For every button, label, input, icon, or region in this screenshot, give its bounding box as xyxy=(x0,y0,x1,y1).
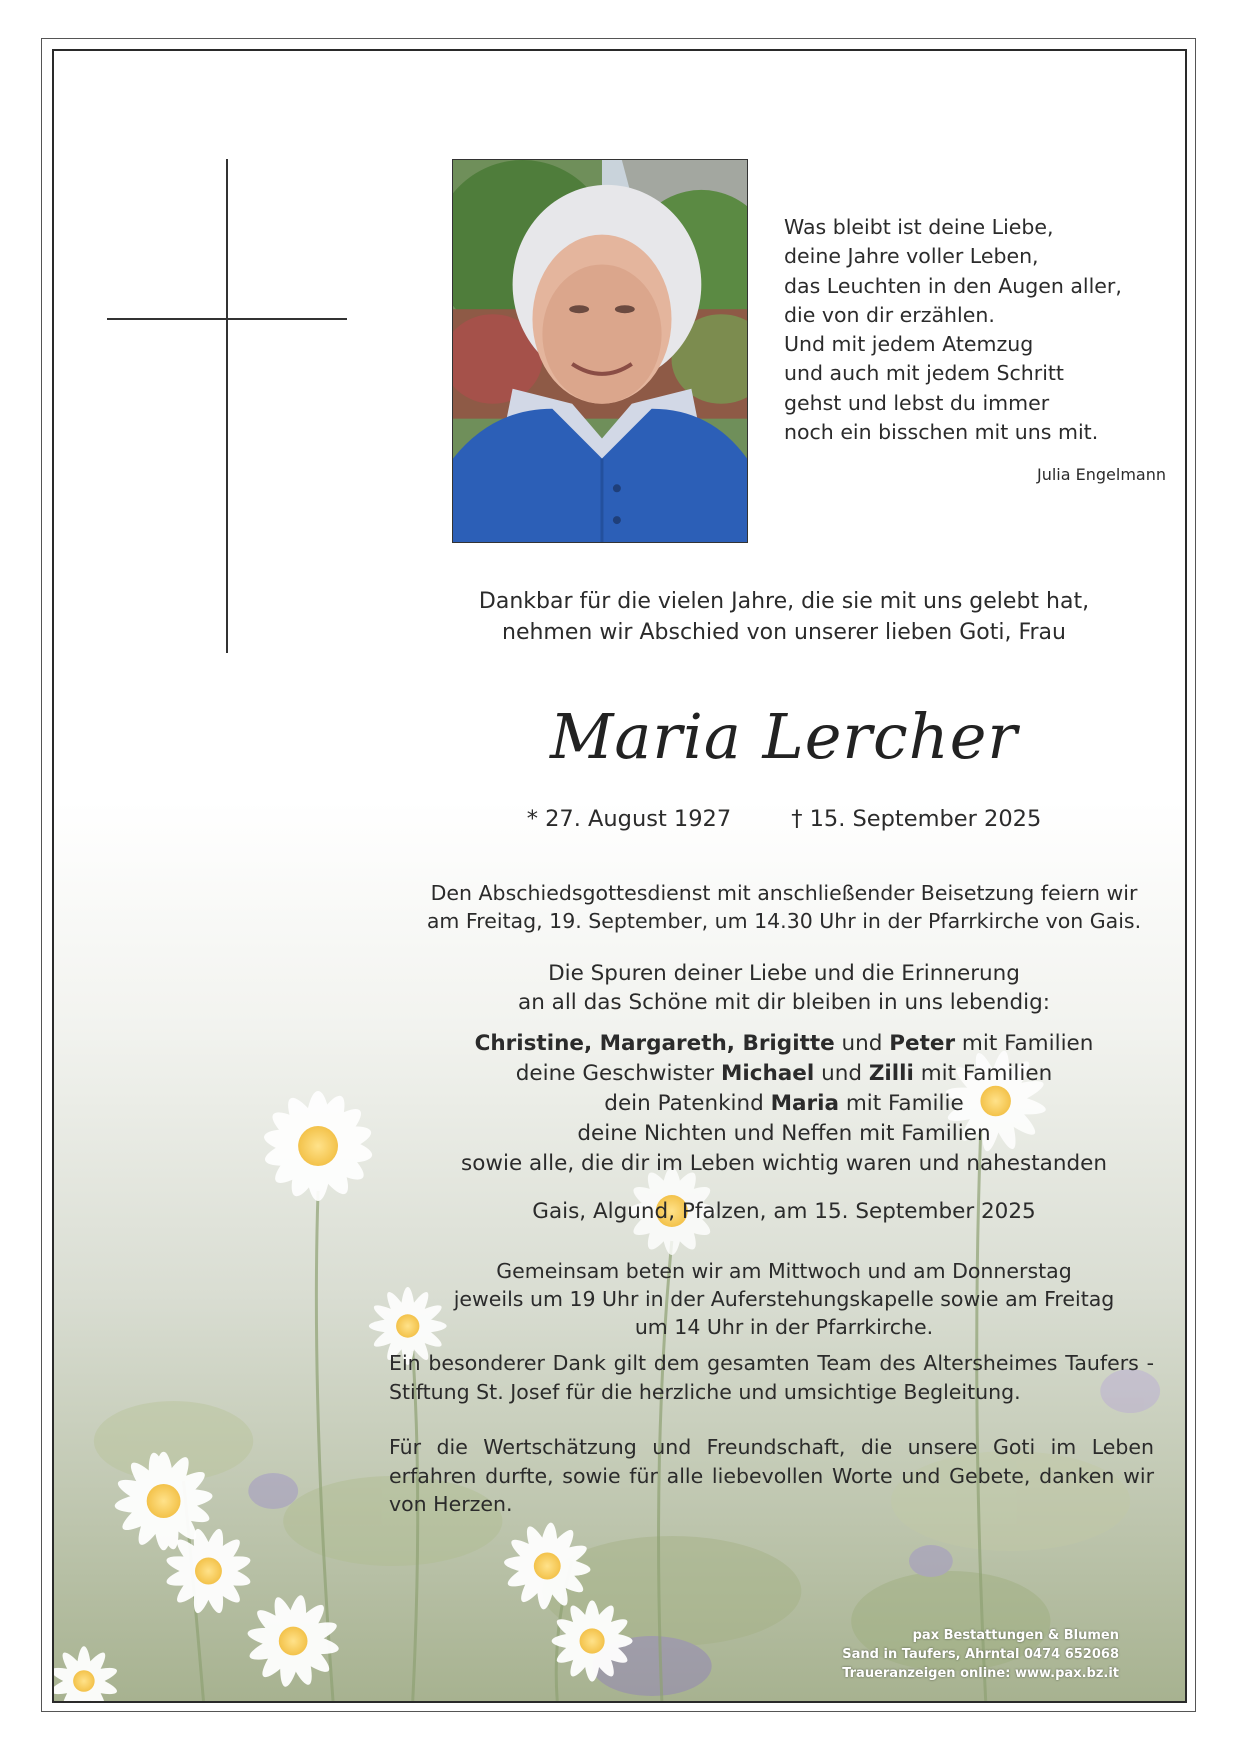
poem-line: gehst und lebst du immer xyxy=(784,390,1050,415)
cross-icon-vertical xyxy=(226,159,228,653)
notice-card xyxy=(52,49,1187,1703)
portrait-photo xyxy=(452,159,748,543)
meadow-flowers-background xyxy=(54,801,1185,1701)
deceased-name: Maria Lercher xyxy=(549,700,1019,773)
mourners-line-1: Christine, Margareth, Brigitte und Peter mit Familien xyxy=(474,1031,1094,1056)
poem-line: die von dir erzählen. xyxy=(784,302,995,327)
poem-line: das Leuchten in den Augen aller, xyxy=(784,273,1122,298)
mourners-line-5: sowie alle, die dir im Leben wichtig waren und nahestanden xyxy=(461,1151,1107,1176)
place-date: Gais, Algund, Pfalzen, am 15. September 2025 xyxy=(532,1199,1036,1224)
mourners-line-3: dein Patenkind Maria mit Familie xyxy=(604,1091,964,1116)
cross-icon-horizontal xyxy=(107,318,347,320)
footer-address: Sand in Taufers, Ahrntal 0474 652068 xyxy=(842,1647,1119,1662)
funeral-home-footer xyxy=(842,1626,1119,1683)
intro-text xyxy=(394,586,1174,648)
funeral-service-text xyxy=(394,879,1174,935)
poem-author: Julia Engelmann xyxy=(1036,465,1166,484)
prayer-line: um 14 Uhr in der Pfarrkirche. xyxy=(634,1315,934,1339)
intro-line: nehmen wir Abschied von unserer lieben Goti, Frau xyxy=(502,620,1066,645)
prayer-line: jeweils um 19 Uhr in der Auferstehungskapelle sowie am Freitag xyxy=(453,1287,1115,1311)
birth-date: * 27. August 1927 xyxy=(526,806,732,832)
footer-company: pax Bestattungen & Blumen xyxy=(912,1628,1119,1643)
poem-line: Und mit jedem Atemzug xyxy=(784,332,1034,357)
prayer-times xyxy=(394,1257,1174,1341)
thanks-care-home: Ein besonderer Dank gilt dem gesamten Team des Altersheimes Taufers - Stiftung St. Josef für die herzliche und umsichtige Begleitung. xyxy=(389,1351,1154,1404)
prayer-line: Gemeinsam beten wir am Mittwoch und am Donnerstag xyxy=(496,1259,1072,1283)
poem-line: deine Jahre voller Leben, xyxy=(784,244,1039,269)
life-dates xyxy=(394,806,1174,832)
mourners-list xyxy=(394,1029,1174,1179)
intro-line: Dankbar für die vielen Jahre, die sie mit uns gelebt hat, xyxy=(478,589,1090,614)
death-date: † 15. September 2025 xyxy=(791,806,1042,832)
memory-line: Die Spuren deiner Liebe und die Erinnerung xyxy=(548,961,1020,986)
mourners-line-4: deine Nichten und Neffen mit Familien xyxy=(577,1121,991,1146)
service-line: am Freitag, 19. September, um 14.30 Uhr in der Pfarrkirche von Gais. xyxy=(426,909,1142,933)
memory-line: an all das Schöne mit dir bleiben in uns lebendig: xyxy=(518,990,1050,1015)
memory-text xyxy=(394,959,1174,1017)
poem-line: noch ein bisschen mit uns mit. xyxy=(784,420,1099,445)
service-line: Den Abschiedsgottesdienst mit anschließender Beisetzung feiern wir xyxy=(430,881,1138,905)
poem xyxy=(784,213,1164,447)
mourners-line-2: deine Geschwister Michael und Zilli mit Familien xyxy=(515,1061,1053,1086)
thanks-friends: Für die Wertschätzung und Freundschaft, die unsere Goti im Leben erfahren durfte, sowie für alle liebevollen Worte und Gebete, danken wir von Herzen. xyxy=(389,1435,1154,1516)
poem-line: Was bleibt ist deine Liebe, xyxy=(784,215,1054,239)
footer-website: Traueranzeigen online: www.pax.bz.it xyxy=(842,1666,1119,1681)
poem-line: und auch mit jedem Schritt xyxy=(784,361,1064,386)
